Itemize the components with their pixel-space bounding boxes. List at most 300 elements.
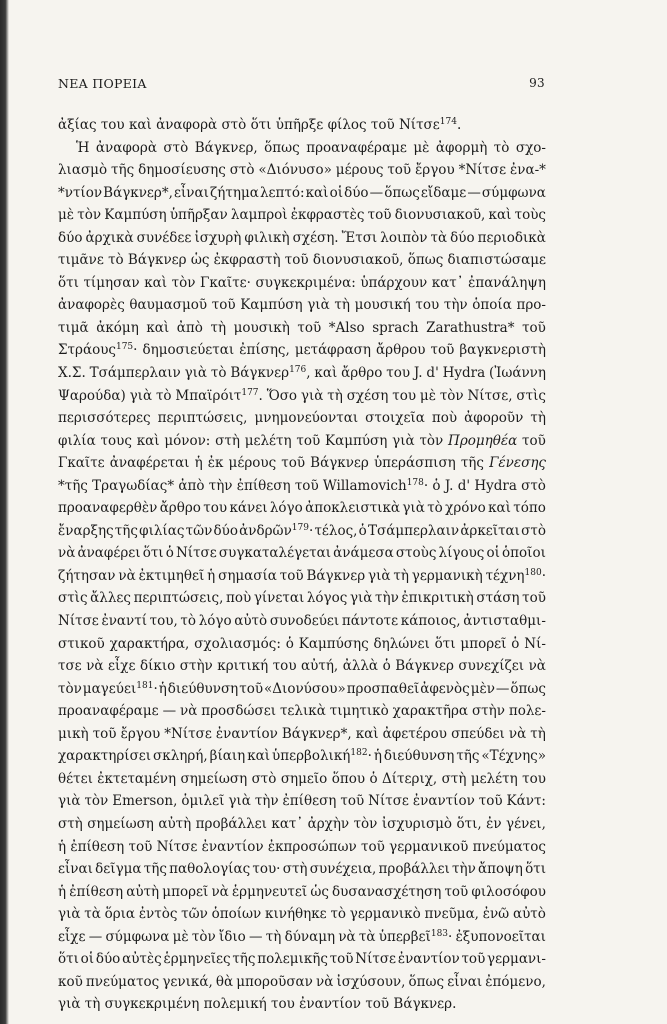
word: τοὺς — [514, 207, 546, 224]
word: τοῦ — [522, 432, 546, 449]
word: αὐτὴ — [126, 883, 160, 900]
word: τσε — [58, 658, 82, 675]
word: γιὰ — [300, 387, 324, 404]
word: τὴ — [530, 410, 546, 427]
word: τὴ — [84, 996, 105, 1013]
text-line — [58, 633, 546, 656]
word: ἐκφραστὴ — [213, 252, 281, 269]
word: «Τέχνης» — [481, 748, 546, 765]
word: καὶ — [136, 432, 160, 449]
word: σύμφωνα — [481, 184, 546, 201]
word: ἀναφέρεται — [109, 455, 190, 472]
word: τῆς — [456, 748, 480, 765]
word: Νίτσε — [156, 838, 198, 855]
word: ἀλλὰ — [342, 658, 379, 675]
word: τέχνη$^{180}$· — [485, 567, 546, 584]
word: γιὰ — [368, 567, 391, 584]
word: μέρους — [228, 455, 277, 472]
word: κινήθηκε — [265, 906, 327, 923]
word: ἐπόμενο, — [485, 973, 546, 990]
word: ἀναφορὰ — [156, 117, 222, 133]
word: ἐνῶ — [482, 906, 510, 923]
word: ὑπῆρξαν — [169, 207, 228, 224]
word: δημοσίευσης — [138, 162, 226, 179]
word: εἶναι — [58, 861, 93, 878]
word: sprach — [372, 319, 419, 336]
word: d' — [426, 365, 439, 382]
word: ὅτι — [58, 951, 79, 968]
word: τοῦ — [329, 951, 354, 968]
word: ἐν — [486, 815, 502, 832]
word: γιὰ — [58, 906, 81, 923]
word: ἐναντίον — [215, 725, 278, 742]
word: διεύθυνση — [167, 680, 239, 697]
word: ἀντισταθμι- — [463, 613, 546, 630]
word: σχέση — [346, 387, 389, 404]
word: καὶ — [314, 365, 338, 382]
word: ἐκφραστὲς — [290, 207, 365, 224]
word: βίαιη — [209, 748, 246, 765]
word: τὸ — [108, 252, 124, 269]
word: ἑρμηνευτεῖ — [231, 883, 308, 900]
word: *Also — [328, 319, 365, 336]
text-line — [58, 227, 546, 250]
text-line — [58, 317, 546, 340]
word: Καμπύση — [240, 297, 303, 314]
word: τὴν — [254, 793, 279, 810]
word: σημείωση — [87, 815, 154, 832]
word: τοῦ — [367, 207, 392, 224]
text-line — [58, 723, 546, 746]
word: στὸ — [251, 770, 277, 787]
word: ἐνα-* — [510, 162, 546, 179]
word: στὴ — [58, 815, 83, 832]
word: J. — [413, 365, 423, 382]
word: *Νίτσε — [164, 725, 212, 742]
word: ἐπίθεση — [70, 838, 125, 855]
word: εἴδαμε — [420, 184, 467, 201]
word: του — [203, 500, 228, 517]
word: στὴ — [282, 861, 308, 878]
word: ἡ — [373, 748, 382, 765]
word: γίνεται — [253, 590, 305, 607]
word: ὁ — [432, 477, 441, 494]
word: τελικὰ — [279, 703, 326, 720]
text-line — [58, 272, 546, 295]
word: γιὰ — [184, 365, 208, 382]
word: σημεῖο — [280, 770, 328, 787]
word: ἄρθρο — [341, 365, 383, 382]
word: ἀξίας — [58, 117, 101, 133]
word: Νί- — [524, 635, 546, 652]
word: τιμᾶ — [58, 319, 89, 336]
word: γερμανι- — [487, 951, 546, 968]
text-line — [58, 881, 546, 904]
word: ὑπάρχουν — [360, 274, 428, 291]
word: ἴδιο — [218, 928, 246, 945]
word: τὴ — [334, 297, 350, 314]
word: γερμανικοῦ — [389, 838, 469, 855]
word: Willamovich$^{178}$· — [322, 477, 429, 494]
word: ἐκ — [207, 455, 224, 472]
word: τὴν — [375, 590, 399, 607]
text-line — [58, 655, 546, 678]
word: μποροῦσαν — [236, 973, 313, 990]
word: ἐντὸς — [138, 906, 178, 923]
word: ὁποῖοι — [502, 545, 546, 562]
word: (Ἰωάννη — [489, 365, 546, 382]
word: περιοδικὰ — [477, 229, 546, 246]
word: αὐτή, — [301, 658, 339, 675]
word: ἀφενὸς — [420, 680, 470, 697]
word: ἐπίθεση — [69, 883, 124, 900]
word: καὶ — [144, 274, 168, 291]
text-line — [58, 520, 546, 543]
word: καὶ — [128, 117, 157, 133]
word: Προμηθέα — [448, 432, 518, 449]
text-line — [58, 948, 546, 971]
word: τὸν — [439, 387, 464, 404]
word: ἀρχὴν — [307, 815, 350, 832]
word: θέτει — [58, 770, 93, 787]
word: νὰ — [180, 703, 198, 720]
word: δύο — [58, 229, 83, 246]
word: ἐπίθεση — [236, 477, 291, 494]
word: τοῦ — [361, 838, 385, 855]
word: τοῦ — [211, 297, 236, 314]
word: λιασμὸ — [58, 162, 108, 179]
word: οἱ — [329, 184, 343, 201]
word: ἐναντίον — [299, 996, 366, 1013]
word: προβάλλει — [195, 815, 267, 832]
word: προσπαθεῖ — [346, 680, 420, 697]
word: Zarathustra* — [426, 319, 515, 336]
word: στὶς — [58, 590, 88, 607]
word: στὶς — [516, 387, 546, 404]
word: φιλοσόφου — [471, 883, 546, 900]
word: Ὅσο — [266, 387, 298, 404]
text-line — [58, 971, 546, 994]
word: ἀρκεῖται — [460, 522, 520, 539]
text-line — [58, 858, 546, 881]
word: του — [272, 658, 297, 675]
word: τιμητικὸ — [329, 703, 389, 720]
word: μέρους — [335, 162, 384, 179]
word: ὅτι — [434, 635, 456, 652]
word: δίκιο — [139, 658, 176, 675]
word: ἰσχύσουν, — [336, 973, 406, 990]
word: συνεχίζει — [458, 658, 525, 675]
word: τὰ — [358, 928, 376, 945]
word: ἐκπροσώπων — [267, 838, 357, 855]
word: Γκαῖτε — [58, 455, 105, 472]
word: νὰ — [528, 658, 546, 675]
word: δύναμη — [284, 928, 336, 945]
word: σημείωση — [180, 770, 248, 787]
text-line — [58, 249, 546, 272]
word: μπορεῖ — [460, 635, 507, 652]
running-head: ΝΕΑ ΠΟΡΕΙΑ — [58, 76, 147, 91]
page-number: 93 — [529, 76, 545, 90]
word: τόπο — [513, 500, 546, 517]
word: γενικά, — [162, 973, 213, 990]
word: — — [249, 928, 263, 945]
word: γιὰ — [58, 793, 81, 810]
text-line — [58, 993, 546, 1016]
word: J. — [444, 477, 454, 494]
word: «Διόνυσο» — [258, 162, 332, 179]
word: ὁ — [165, 545, 174, 562]
word: Βάγκνερ, — [194, 139, 258, 156]
word: οἱ — [80, 951, 95, 968]
word: ἔργου — [415, 162, 455, 179]
word: χαρακτῆρα — [392, 703, 469, 720]
text-line — [58, 137, 546, 160]
word: πνεύματος — [85, 973, 160, 990]
word: Τραγωδίας* — [92, 477, 175, 494]
word: θαυμασμοῦ — [129, 297, 208, 314]
word: δύο — [344, 184, 369, 201]
word: κατ᾽ — [271, 815, 304, 832]
word: σχέση. — [292, 229, 339, 246]
word: τοῦ — [387, 162, 412, 179]
word: συγκαταλέγεται — [218, 545, 332, 562]
word: ὅπως — [384, 184, 420, 201]
word: εἶχε — [108, 658, 136, 675]
word: προαναφέραμε — [58, 703, 159, 720]
word: τὴ — [327, 387, 343, 404]
word: κοῦ — [58, 973, 83, 990]
word: του, — [149, 613, 178, 630]
word: ἀκόμη — [96, 319, 139, 336]
word: ἐναντίον — [201, 838, 264, 855]
word: τοῦ — [296, 432, 321, 449]
word: Emerson, — [112, 793, 178, 810]
word: ἡ — [194, 455, 203, 472]
word: ἄλλες — [90, 590, 131, 607]
word: ἐναντί — [101, 613, 147, 630]
text-line — [58, 610, 546, 633]
word: ἐκτεταμένη — [97, 770, 177, 787]
word: ὁ — [358, 522, 367, 539]
word: ὁποία — [472, 297, 512, 314]
word: εἶναι — [447, 973, 483, 990]
word: πολε- — [508, 703, 546, 720]
word: Βάγκνερ*, — [281, 725, 352, 742]
word: τὴ — [530, 725, 546, 742]
word: γερμανικὴ — [411, 567, 483, 584]
word: τὴν — [208, 477, 233, 494]
word: Ψαρούδα) — [58, 387, 126, 404]
word: Βάγκνερ — [127, 252, 187, 269]
word: ἐναντίον — [397, 951, 460, 968]
word: τὴ — [393, 567, 409, 584]
text-line — [58, 903, 546, 926]
text-line — [58, 768, 546, 791]
word: σχολιασμός: — [194, 635, 281, 652]
word: δυσανασχέτηση — [332, 883, 442, 900]
word: γιὰ — [129, 387, 153, 404]
word: κάνει — [229, 500, 268, 517]
word: ἀναφορὰ — [95, 139, 157, 156]
word: τὰ — [430, 229, 448, 246]
word: λεπτό: — [259, 184, 305, 201]
text-line — [58, 565, 546, 588]
word: του — [100, 117, 129, 133]
word: τοῦ — [281, 455, 306, 472]
word: ὅρια — [104, 906, 136, 923]
word: γένει, — [506, 815, 546, 832]
word: αὐτὲς — [122, 951, 162, 968]
word: Γκαῖτε· — [199, 274, 251, 291]
word: στὸ — [229, 162, 255, 179]
word: προαναφέραμε — [306, 139, 407, 156]
word: *τῆς — [58, 477, 88, 494]
word: στὴ — [441, 770, 467, 787]
word: συγκεκριμένη — [104, 996, 204, 1013]
word: Βάγκνερ — [310, 455, 369, 472]
text-line — [58, 836, 546, 859]
word: του· — [252, 861, 281, 878]
word: Στράους$^{175}$· — [58, 342, 138, 359]
word: τοῦ — [370, 117, 399, 133]
word: πνεῦμα, — [424, 906, 479, 923]
word: τὴ — [210, 319, 227, 336]
word: προ- — [516, 297, 546, 314]
word: μουσική — [354, 297, 411, 314]
word: Δίτεριχ, — [382, 770, 438, 787]
word: ἰσχυρὴ — [194, 229, 242, 246]
word: διεύθυνση — [383, 748, 455, 765]
word: καὶ — [247, 748, 271, 765]
word: φιλία — [58, 432, 96, 449]
word: στὸ — [163, 139, 189, 156]
word: ἐπανάληψη — [468, 274, 546, 291]
word: καὶ — [488, 500, 511, 517]
word: νὰ — [211, 883, 229, 900]
word: νὰ — [58, 545, 76, 562]
word: Βάγκνερ — [306, 567, 366, 584]
word: — — [369, 184, 384, 201]
word: τοῦ — [279, 567, 304, 584]
word: ὅτι — [250, 117, 276, 133]
word: δύο — [95, 951, 121, 968]
word: φιλικὴ — [244, 229, 290, 246]
text-line — [58, 182, 546, 205]
word: Νίτσε — [368, 793, 409, 810]
word: ὑπερβεῖ$^{183}$· — [378, 928, 453, 945]
text-line — [58, 790, 546, 813]
word: τὴν — [452, 861, 476, 878]
word: ἄρθρο — [159, 500, 201, 517]
word: — — [162, 703, 177, 720]
word: δύο — [450, 229, 475, 246]
word: φίλος — [327, 117, 371, 133]
word: τὸν — [58, 680, 82, 697]
word: περιπτώσεις, — [133, 590, 224, 607]
word: αὐτὸ — [512, 906, 546, 923]
word: ὁποίων — [211, 906, 262, 923]
word: μνημονεύονται — [254, 410, 359, 427]
word: χαρακτηρίσει — [58, 748, 152, 765]
word: ὁ — [369, 770, 378, 787]
word: τοῦ — [297, 319, 322, 336]
word: τίμησαν — [83, 274, 140, 291]
word: Μπαϊρόιτ$^{177}$. — [175, 387, 263, 404]
word: ἐπίθεση — [282, 793, 337, 810]
word: ἔργου — [120, 725, 161, 742]
word: τὸ — [330, 906, 347, 923]
word: γιὰ — [392, 432, 415, 449]
word: μὲν — [470, 680, 495, 697]
word: στὸ — [521, 477, 546, 494]
word: στὸ — [521, 522, 546, 539]
text-line — [58, 926, 546, 949]
word: σκληρή, — [153, 748, 208, 765]
word: λόγο — [198, 613, 232, 630]
word: τοῦ — [239, 680, 264, 697]
text-line — [58, 452, 546, 475]
word: μὲ — [413, 139, 430, 156]
word: — — [88, 928, 103, 945]
text-line — [58, 542, 546, 565]
word: τοῦ — [461, 951, 486, 968]
body-text — [58, 114, 546, 1016]
word: στὴ — [215, 432, 240, 449]
word: ὑπερβολική$^{182}$· — [272, 748, 372, 765]
word: στοιχεῖα — [365, 410, 425, 427]
word: νὰ — [508, 725, 527, 742]
word: d' — [457, 477, 471, 494]
word: πολεμική — [203, 996, 272, 1013]
word: Νίτσε$^{174}$. — [398, 117, 462, 133]
word: ἄποψη — [478, 861, 523, 878]
word: ἐπικριτικὴ — [401, 590, 474, 607]
word: σύμφωνα — [105, 928, 170, 945]
word: του — [415, 297, 440, 314]
word: συγκεκριμένα: — [255, 274, 356, 291]
page-header — [58, 76, 545, 96]
text-line — [58, 497, 546, 520]
word: τῶν — [185, 522, 213, 539]
word: ὁμιλεῖ — [181, 793, 225, 810]
word: τῆς — [143, 861, 167, 878]
word: τῆς — [111, 162, 135, 179]
word: Τσάμπερλαιν — [89, 365, 181, 382]
word: ὅτι — [142, 545, 164, 562]
word: δεῖγμα — [95, 861, 142, 878]
text-line — [58, 339, 546, 362]
word: τῆς — [232, 951, 256, 968]
text-line — [58, 813, 546, 836]
word: διονυσιακοῦ, — [394, 207, 486, 224]
word: συνοδεύει — [269, 613, 340, 630]
word: του — [271, 996, 300, 1013]
word: τὸν — [419, 432, 444, 449]
word: στάση — [476, 590, 520, 607]
text-line — [58, 407, 546, 430]
word: Βάγκνερ. — [393, 996, 457, 1013]
word: τῶν — [181, 906, 208, 923]
word: θὰ — [215, 973, 234, 990]
word: ἀποκλειστικὰ — [305, 500, 401, 517]
word: ἀφοροῦν — [464, 410, 524, 427]
word: ζήτημα — [209, 184, 259, 201]
word: κριτική — [217, 658, 269, 675]
word: — — [467, 184, 481, 201]
text-line — [58, 114, 546, 137]
word: τὸ — [210, 365, 227, 382]
